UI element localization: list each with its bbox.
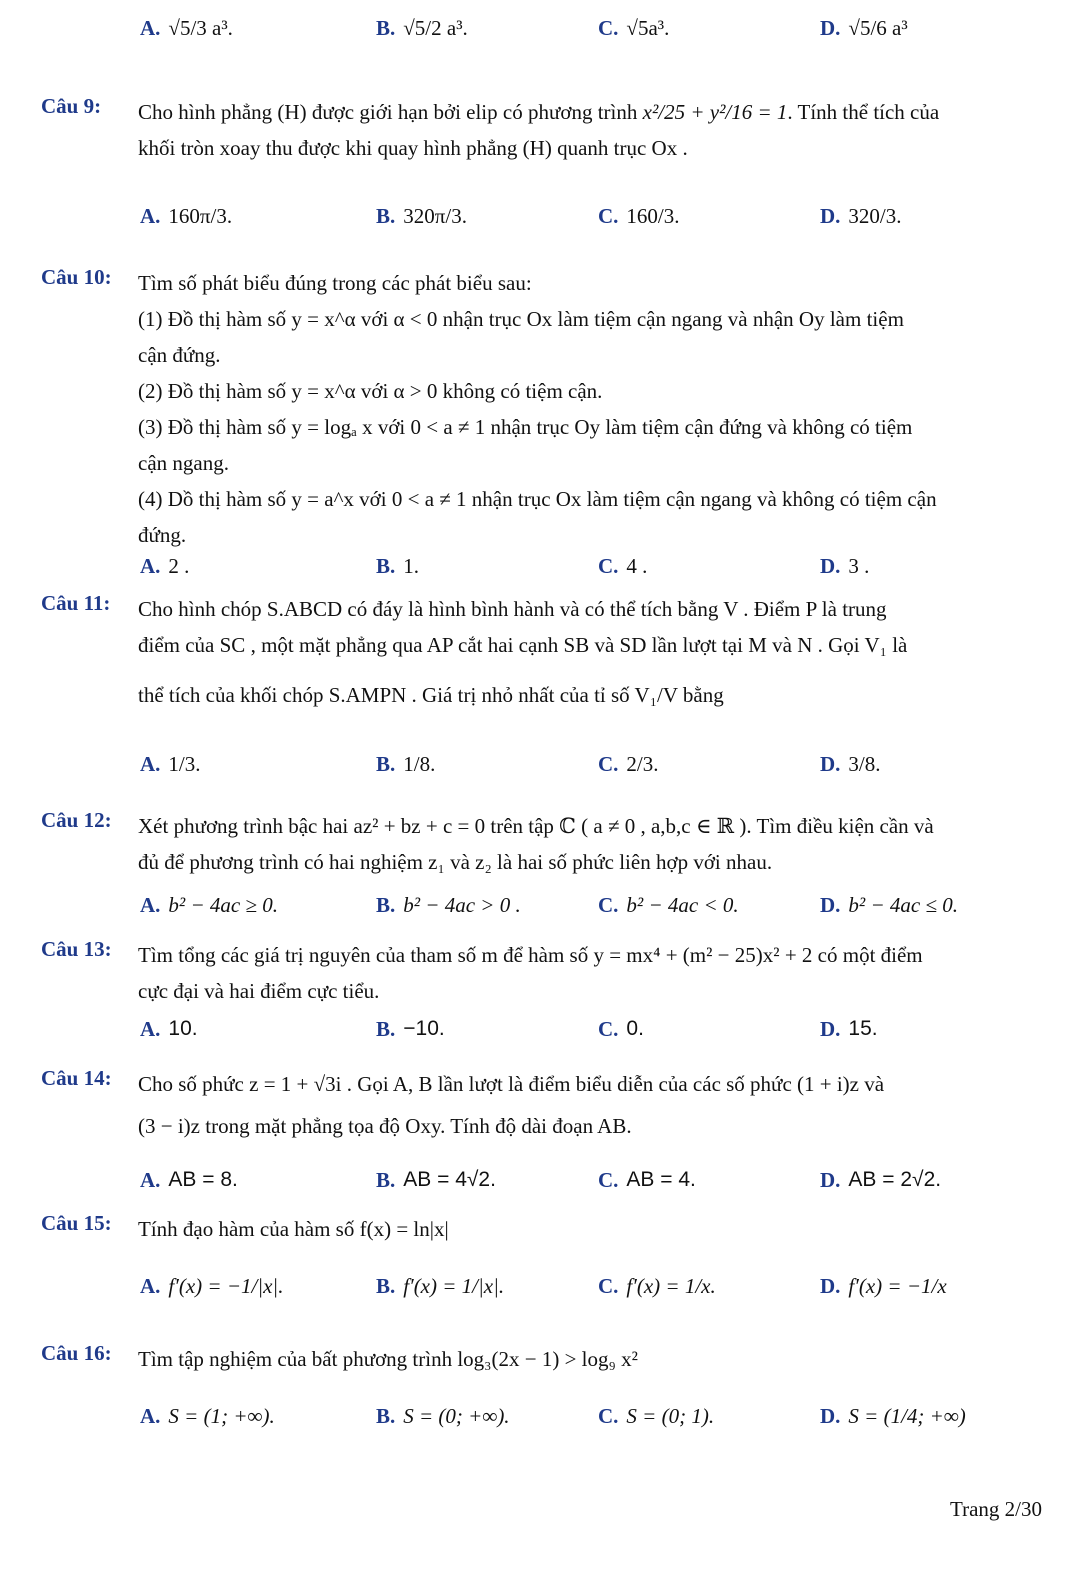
question-16: [41, 1341, 1044, 1377]
question-text: thể tích của khối chóp S.AMPN . Giá trị nhỏ nhất của tỉ số V₁/V bằng: [138, 683, 724, 707]
q14-options: [0, 1160, 1082, 1200]
q11-option-b: B. 1/8.: [376, 751, 436, 776]
q13-option-d: D. 15.: [820, 1016, 878, 1041]
q16-option-a: A. S = (1; +∞).: [140, 1403, 275, 1428]
question-number: Câu 13:: [41, 937, 112, 961]
question-text: cực đại và hai điểm cực tiểu.: [138, 979, 380, 1003]
question-text: Tìm tổng các giá trị nguyên của tham số m để hàm số y = mx⁴ + (m² − 25)x² + 2 có một điểm: [138, 943, 923, 967]
page-number: Trang 2/30: [950, 1497, 1042, 1521]
q13-option-b: B. −10.: [376, 1016, 445, 1041]
question-text: Cho số phức z = 1 + √3i . Gọi A, B lần lượt là điểm biểu diễn của các số phức (1 + i)z và: [138, 1072, 885, 1096]
q9-options: [0, 196, 1082, 236]
question-text: khối tròn xoay thu được khi quay hình phẳng (H) quanh trục Ox .: [138, 136, 688, 160]
q10-option-a: A. 2 .: [140, 553, 190, 578]
question-text: Tìm số phát biểu đúng trong các phát biểu sau:: [138, 271, 532, 295]
q13-option-c: C. 0.: [598, 1016, 644, 1041]
question-text: điểm của SC , một mặt phẳng qua AP cắt hai cạnh SB và SD lần lượt tại M và N . Gọi V₁ là: [138, 633, 908, 657]
q8-option-d: D. √5/6 a³: [820, 15, 908, 40]
statement-3-cont: cận ngang.: [138, 451, 229, 475]
question-9: [41, 94, 1044, 166]
q9-option-b: B. 320π/3.: [376, 203, 467, 228]
question-text: đủ để phương trình có hai nghiệm z₁ và z₂ là hai số phức liên hợp với nhau.: [138, 850, 773, 874]
q12-option-b: B. b² − 4ac > 0 .: [376, 892, 521, 917]
question-14: [41, 1066, 1044, 1144]
q11-options: [0, 744, 1082, 784]
q10-options: [0, 546, 1082, 586]
q16-option-c: C. S = (0; 1).: [598, 1403, 715, 1428]
q11-option-c: C. 2/3.: [598, 751, 659, 776]
q12-option-d: D. b² − 4ac ≤ 0.: [820, 892, 958, 917]
q14-option-b: B. AB = 4√2.: [376, 1167, 496, 1192]
q15-options: [0, 1266, 1082, 1306]
q12-options: [0, 885, 1082, 925]
q8-options: [0, 8, 1082, 48]
q16-option-d: D. S = (1/4; +∞): [820, 1403, 966, 1428]
question-text: Cho hình chóp S.ABCD có đáy là hình bình hành và có thể tích bằng V . Điểm P là trung: [138, 597, 887, 621]
q15-option-d: D. f′(x) = −1/x: [820, 1273, 947, 1298]
q8-option-b: B. √5/2 a³.: [376, 15, 468, 40]
question-number: Câu 14:: [41, 1066, 112, 1090]
q14-option-a: A. AB = 8.: [140, 1167, 238, 1192]
question-number: Câu 12:: [41, 808, 112, 832]
q16-option-b: B. S = (0; +∞).: [376, 1403, 510, 1428]
q12-option-c: C. b² − 4ac < 0.: [598, 892, 739, 917]
q15-option-b: B. f′(x) = 1/|x|.: [376, 1273, 505, 1298]
question-13: [41, 937, 1044, 1009]
question-number: Câu 15:: [41, 1211, 112, 1235]
q10-option-b: B. 1.: [376, 553, 420, 578]
q15-option-a: A. f′(x) = −1/|x|.: [140, 1273, 284, 1298]
q11-option-a: A. 1/3.: [140, 751, 201, 776]
question-10: [41, 265, 1044, 553]
statement-4-cont: đứng.: [138, 523, 187, 547]
q9-option-c: C. 160/3.: [598, 203, 680, 228]
statement-3: (3) Đồ thị hàm số y = logₐ x với 0 < a ≠ 1 nhận trục Oy làm tiệm cận đứng và không có tiệm: [138, 415, 913, 439]
q10-option-c: C. 4 .: [598, 553, 648, 578]
q11-option-d: D. 3/8.: [820, 751, 881, 776]
statement-4: (4) Dồ thị hàm số y = a^x với 0 < a ≠ 1 nhận trục Ox làm tiệm cận ngang và không có tiệm cận: [138, 487, 937, 511]
q9-option-d: D. 320/3.: [820, 203, 902, 228]
q9-option-a: A. 160π/3.: [140, 203, 233, 228]
q16-options: [0, 1396, 1082, 1436]
question-number: Câu 11:: [41, 591, 111, 615]
question-text: (3 − i)z trong mặt phẳng tọa độ Oxy. Tính độ dài đoạn AB.: [138, 1114, 632, 1138]
q12-option-a: A. b² − 4ac ≥ 0.: [140, 892, 278, 917]
question-number: Câu 10:: [41, 265, 112, 289]
question-text: Xét phương trình bậc hai az² + bz + c = 0 trên tập ℂ ( a ≠ 0 , a,b,c ∈ ℝ ). Tìm điều kiện cần và: [138, 814, 934, 838]
question-11: [41, 591, 1044, 713]
question-number: Câu 9:: [41, 94, 102, 118]
q13-option-a: A. 10.: [140, 1016, 198, 1041]
q8-option-a: A. √5/3 a³.: [140, 15, 233, 40]
q10-option-d: D. 3 .: [820, 553, 870, 578]
q8-option-c: C. √5a³.: [598, 15, 670, 40]
question-text: Tìm tập nghiệm của bất phương trình log₃(2x − 1) > log₉ x²: [138, 1347, 638, 1371]
question-text: Cho hình phẳng (H) được giới hạn bởi elip có phương trình x²/25 + y²/16 = 1. Tính thể tích của: [138, 100, 940, 124]
question-number: Câu 16:: [41, 1341, 112, 1365]
statement-2: (2) Đồ thị hàm số y = x^α với α > 0 không có tiệm cận.: [138, 379, 603, 403]
statement-1: (1) Đồ thị hàm số y = x^α với α < 0 nhận trục Ox làm tiệm cận ngang và nhận Oy làm tiệm: [138, 307, 904, 331]
statement-1-cont: cận đứng.: [138, 343, 221, 367]
ellipse-equation: x²/25 + y²/16 = 1: [642, 100, 788, 124]
question-15: [41, 1211, 1044, 1247]
q15-option-c: C. f′(x) = 1/x.: [598, 1273, 716, 1298]
q13-options: [0, 1009, 1082, 1049]
question-text: Tính đạo hàm của hàm số f(x) = ln|x|: [138, 1217, 449, 1241]
q14-option-c: C. AB = 4.: [598, 1167, 696, 1192]
q14-option-d: D. AB = 2√2.: [820, 1167, 942, 1192]
question-12: [41, 808, 1044, 880]
